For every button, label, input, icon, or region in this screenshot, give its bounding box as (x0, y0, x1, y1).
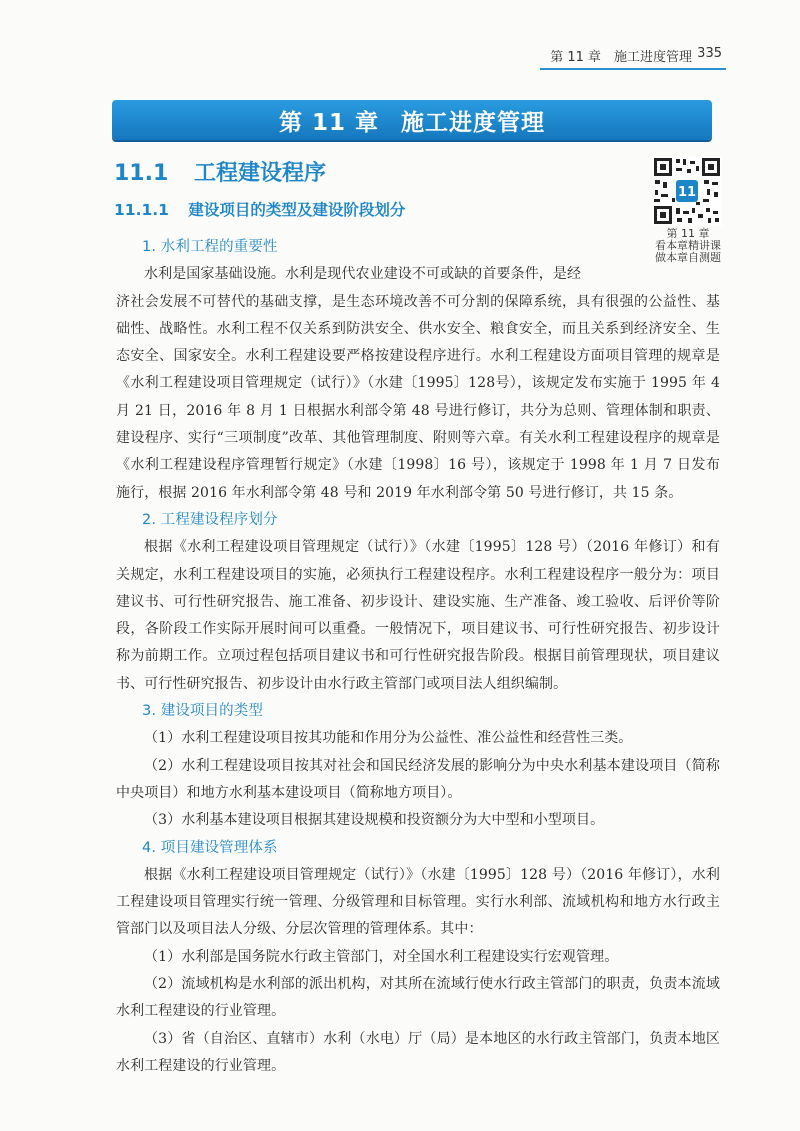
heading-management-system: 4. 项目建设管理体系 (142, 839, 278, 856)
subsection-label: 建设项目的类型及建设阶段划分 (188, 201, 406, 219)
list-item: （3）省（自治区、直辖市）水利（水电）厅（局）是本地区的水行政主管部门，负责本地区水利工程建设的行业管理。 (116, 1030, 720, 1074)
qr-caption-line-2: 看本章精讲课 (655, 239, 721, 252)
list-item: （1）水利工程建设项目按其功能和作用分为公益性、准公益性和经营性三类。 (144, 730, 633, 747)
heading-project-types: 3. 建设项目的类型 (142, 703, 263, 720)
section-title (114, 156, 326, 187)
subsection-number: 11.1.1 (114, 201, 169, 219)
body-text (116, 234, 720, 1080)
section-label: 工程建设程序 (193, 161, 326, 186)
qr-code-icon[interactable] (652, 156, 722, 226)
paragraph-importance: 济社会发展不可替代的基础支撑，是生态环境改善不可分割的保障系统，具有很强的公益性、基础性、战略性。水利工程不仅关系到防洪安全、供水安全、粮食安全，而且关系到经济安全、生态安全、国家安全。水利工程建设要严格按建设程序进行。水利工程建设方面项目管理的规章是《水利工程建设项目管理规定（试行）》（水建〔1995〕128号），该规定发布实施于 1995 年 4 月 21 日，2016 年 8 月 1 日根据水利部令第 48 号进行修订，共分为总则、管理体制和职责、建设程序、实行“三项制度”改革、其他管理制度、附则等六章。有关水利工程建设程序的规章是《水利工程建设程序管理暂行规定》（水建〔1998〕16 号），该规定于 1998 年 1 月 7 日发布施行，根据 2016 年水利部令第 48 号和 2019 年水利部令第 50 号进行修订，共 15 条。 (116, 293, 720, 501)
list-item: （2）水利工程建设项目按其对社会和国民经济发展的影响分为中央水利基本建设项目（简称中央项目）和地方水利基本建设项目（简称地方项目）。 (116, 757, 720, 801)
page-number: 335 (697, 46, 722, 61)
chapter-title: 施工进度管理 (401, 109, 546, 136)
paragraph-procedure-division: 根据《水利工程建设项目管理规定（试行）》（水建〔1995〕128 号）（2016 年修订）和有关规定，水利工程建设项目的实施，必须执行工程建设程序。水利工程建设程序一般分为：项目建议书、可行性研究报告、施工准备、初步设计、建设实施、生产准备、竣工验收、后评价等阶段，各阶段工作实际开展时间可以重叠。一般情况下，项目建议书、可行性研究报告、初步设计称为前期工作。立项过程包括项目建议书和可行性研究报告阶段。根据目前管理现状，项目建议书、可行性研究报告、初步设计由水行政主管部门或项目法人组织编制。 (116, 539, 720, 692)
heading-importance: 1. 水利工程的重要性 (142, 239, 278, 255)
heading-procedure-division: 2. 工程建设程序划分 (142, 511, 278, 528)
section-number: 11.1 (114, 161, 169, 186)
qr-caption-line-1: 第 11 章 (666, 227, 710, 240)
list-item: （1）水利部是国务院水行政主管部门，对全国水利工程建设实行宏观管理。 (144, 948, 619, 965)
qr-label: 11 (677, 185, 697, 200)
list-item: （2）流域机构是水利部的派出机构，对其所在流域行使水行政主管部门的职责，负责本流域水利工程建设的行业管理。 (116, 976, 720, 1020)
chapter-banner (112, 100, 712, 140)
header-rule (540, 68, 726, 70)
chapter-number: 第 11 章 (278, 109, 380, 136)
list-item: （3）水利基本建设项目根据其建设规模和投资额分为大中型和小型项目。 (144, 812, 605, 829)
running-head-chapter: 第 11 章 施工进度管理 (550, 50, 692, 65)
running-head (0, 44, 800, 66)
subsection-title (114, 198, 405, 220)
qr-caption-line-3: 做本章自测题 (655, 251, 721, 264)
paragraph-management-system: 根据《水利工程建设项目管理规定（试行）》（水建〔1995〕128 号）（2016 年修订），水利工程建设项目管理实行统一管理、分级管理和目标管理。实行水利部、流域机构和地方水行政主管部门以及项目法人分级、分层次管理的管理体系。其中： (116, 866, 720, 938)
paragraph-importance-lead: 水利是国家基础设施。水利是现代农业建设不可或缺的首要条件，是经 (144, 266, 582, 283)
